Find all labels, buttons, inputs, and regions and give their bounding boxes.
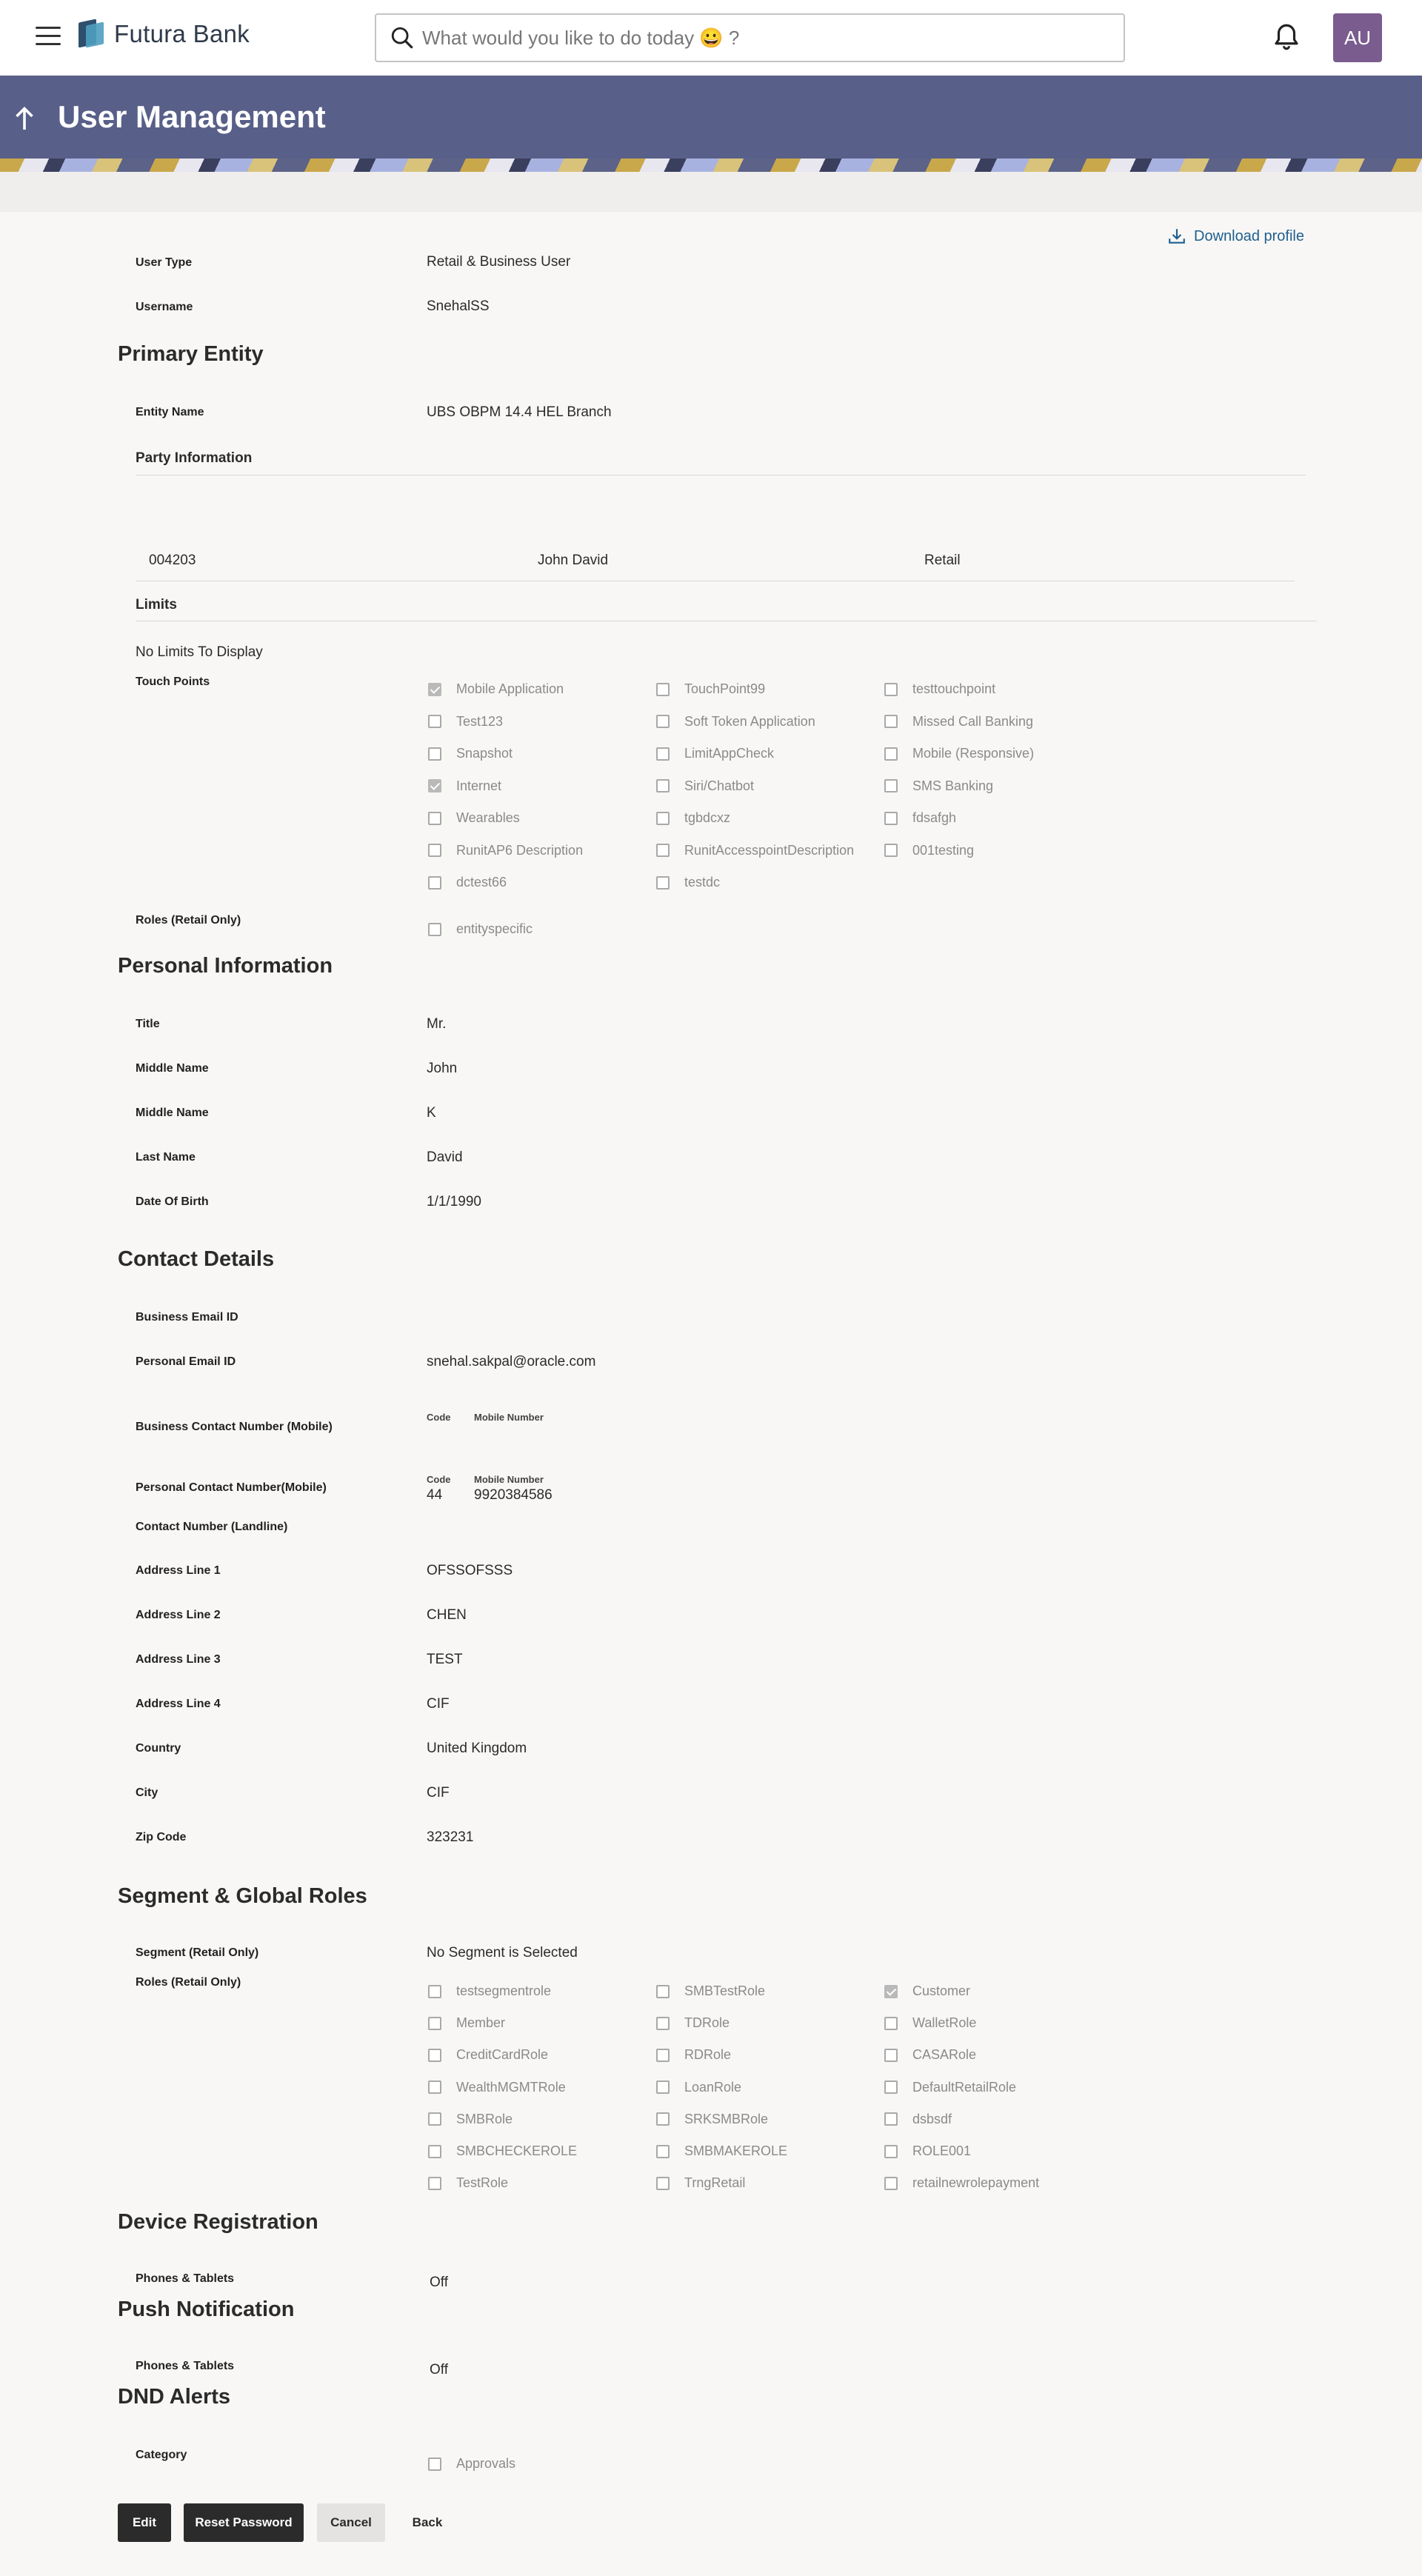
search-input[interactable] <box>422 27 1089 50</box>
checkbox-label: entityspecific <box>456 921 533 936</box>
push-notification-heading: Push Notification <box>118 2298 295 2321</box>
checkbox-option[interactable] <box>428 810 520 826</box>
checkbox-icon[interactable] <box>656 876 670 890</box>
checkbox-label: Snapshot <box>456 746 513 761</box>
checkbox-checked-icon[interactable] <box>428 779 441 793</box>
checkbox-label: Siri/Chatbot <box>684 778 755 793</box>
checkbox-checked-icon[interactable] <box>428 683 441 696</box>
personal-field-label: Title <box>136 1018 160 1030</box>
checkbox-label: Customer <box>912 1983 971 1998</box>
entity-name-value: UBS OBPM 14.4 HEL Branch <box>427 404 612 420</box>
primary-entity-heading: Primary Entity <box>118 342 264 366</box>
checkbox-icon[interactable] <box>656 2145 670 2158</box>
checkbox-option[interactable] <box>884 2143 971 2159</box>
checkbox-icon[interactable] <box>884 2049 898 2062</box>
business-code-label: Code <box>427 1412 451 1423</box>
checkbox-icon[interactable] <box>656 683 670 696</box>
decorative-strip <box>0 159 1422 172</box>
segment-value: No Segment is Selected <box>427 1945 578 1961</box>
checkbox-option[interactable] <box>884 2112 952 2127</box>
checkbox-icon[interactable] <box>884 2145 898 2158</box>
address-field-value: TEST <box>427 1652 463 1667</box>
personal-mobile-number-label: Mobile Number <box>474 1474 544 1485</box>
back-arrow-icon[interactable] <box>13 105 36 132</box>
checkbox-label: SMBRole <box>456 2111 513 2126</box>
checkbox-icon[interactable] <box>884 2112 898 2126</box>
checkbox-label: Soft Token Application <box>684 713 815 729</box>
checkbox-icon[interactable] <box>656 1985 670 1998</box>
search-bar[interactable] <box>375 13 1125 62</box>
checkbox-label: testsegmentrole <box>456 1983 552 1998</box>
checkbox-label: dsbsdf <box>912 2111 952 2126</box>
business-mobile-label: Business Contact Number (Mobile) <box>136 1421 333 1433</box>
checkbox-icon[interactable] <box>884 747 898 761</box>
checkbox-label: TDRole <box>684 2015 730 2031</box>
checkbox-option[interactable] <box>428 843 583 858</box>
checkbox-icon[interactable] <box>884 683 898 696</box>
divider <box>136 475 1306 476</box>
checkbox-option[interactable] <box>884 714 1033 730</box>
checkbox-icon[interactable] <box>656 715 670 728</box>
checkbox-label: SMBCHECKEROLE <box>456 2143 578 2158</box>
checkbox-option[interactable] <box>428 921 533 937</box>
checkbox-icon[interactable] <box>884 2017 898 2030</box>
checkbox-option[interactable] <box>656 1983 765 1999</box>
checkbox-option[interactable] <box>656 2047 731 2063</box>
sub-header <box>0 172 1422 212</box>
address-field-value: OFSSOFSSS <box>427 1563 513 1578</box>
personal-field-value: David <box>427 1149 463 1165</box>
checkbox-label: SMS Banking <box>912 778 994 793</box>
personal-information-heading: Personal Information <box>118 954 333 978</box>
checkbox-label: RunitAccesspointDescription <box>684 842 855 858</box>
checkbox-option[interactable] <box>656 810 730 826</box>
personal-field-label: Date Of Birth <box>136 1195 209 1208</box>
checkbox-label: tgbdcxz <box>684 810 731 825</box>
checkbox-icon[interactable] <box>428 2081 441 2094</box>
checkbox-icon[interactable] <box>884 812 898 825</box>
checkbox-label: Approvals <box>456 2456 516 2471</box>
dnd-alerts-heading: DND Alerts <box>118 2385 231 2409</box>
checkbox-option[interactable] <box>656 2015 730 2031</box>
checkbox-icon[interactable] <box>656 747 670 761</box>
checkbox-label: Mobile Application <box>456 681 564 696</box>
address-field-value: United Kingdom <box>427 1741 527 1756</box>
personal-email-label: Personal Email ID <box>136 1355 236 1368</box>
checkbox-option[interactable] <box>884 2015 976 2031</box>
personal-code-label: Code <box>427 1474 451 1485</box>
landline-label: Contact Number (Landline) <box>136 1521 288 1533</box>
search-icon <box>390 25 415 50</box>
checkbox-option[interactable] <box>656 2080 741 2095</box>
personal-mobile-label: Personal Contact Number(Mobile) <box>136 1481 327 1494</box>
contact-details-heading: Contact Details <box>118 1247 275 1271</box>
checkbox-icon[interactable] <box>428 844 441 857</box>
checkbox-label: SMBMAKEROLE <box>684 2143 788 2158</box>
address-field-label: Country <box>136 1742 181 1755</box>
entity-name-label: Entity Name <box>136 406 204 418</box>
device-registration-label: Phones & Tablets <box>136 2272 235 2285</box>
checkbox-label: fdsafgh <box>912 810 957 825</box>
checkbox-label: Mobile (Responsive) <box>912 746 1035 761</box>
party-name: John David <box>538 553 609 568</box>
checkbox-option[interactable] <box>428 681 564 697</box>
checkbox-label: Wearables <box>456 810 520 825</box>
checkbox-label: Test123 <box>456 713 504 729</box>
personal-field-value: 1/1/1990 <box>427 1194 481 1209</box>
personal-email-value: snehal.sakpal@oracle.com <box>427 1354 596 1369</box>
brand-name: Futura Bank <box>114 20 250 47</box>
checkbox-option[interactable] <box>656 843 854 858</box>
checkbox-option[interactable] <box>428 2015 505 2031</box>
address-field-label: Address Line 1 <box>136 1564 221 1577</box>
bank-logo-icon <box>79 19 105 49</box>
personal-field-label: Middle Name <box>136 1107 209 1119</box>
address-field-label: Zip Code <box>136 1831 187 1843</box>
checkbox-option[interactable] <box>656 875 720 890</box>
segment-roles-heading: Segment & Global Roles <box>118 1884 367 1908</box>
checkbox-icon[interactable] <box>428 2177 441 2190</box>
checkbox-option[interactable] <box>428 746 513 761</box>
personal-field-value: K <box>427 1105 436 1121</box>
dnd-category-label: Category <box>136 2449 187 2461</box>
top-bar <box>0 0 1422 76</box>
address-field-value: CHEN <box>427 1607 467 1623</box>
business-mobile-number-label: Mobile Number <box>474 1412 544 1423</box>
username-label: Username <box>136 301 193 313</box>
push-notification-label: Phones & Tablets <box>136 2360 235 2372</box>
download-profile-label: Download profile <box>1194 227 1304 244</box>
checkbox-option[interactable] <box>656 714 815 730</box>
checkbox-checked-icon[interactable] <box>884 1985 898 1998</box>
checkbox-label: testtouchpoint <box>912 681 996 696</box>
checkbox-label: 001testing <box>912 842 975 858</box>
checkbox-option[interactable] <box>428 2047 548 2063</box>
checkbox-label: Member <box>456 2015 506 2031</box>
checkbox-icon[interactable] <box>656 2081 670 2094</box>
checkbox-label: RDRole <box>684 2047 732 2063</box>
checkbox-option[interactable] <box>884 778 993 794</box>
checkbox-icon[interactable] <box>656 2177 670 2190</box>
checkbox-option[interactable] <box>884 746 1034 761</box>
checkbox-label: Missed Call Banking <box>912 713 1034 729</box>
checkbox-label: dctest66 <box>456 875 507 890</box>
edit-button[interactable]: Edit <box>118 2503 171 2542</box>
push-notification-value: Off <box>430 2362 448 2378</box>
checkbox-label: retailnewrolepayment <box>912 2175 1040 2191</box>
checkbox-icon[interactable] <box>428 747 441 761</box>
limits-heading: Limits <box>136 597 177 613</box>
checkbox-option[interactable] <box>428 778 501 794</box>
address-field-label: Address Line 3 <box>136 1653 221 1666</box>
no-limits-text: No Limits To Display <box>136 644 263 660</box>
address-field-label: Address Line 4 <box>136 1698 221 1710</box>
checkbox-icon[interactable] <box>884 844 898 857</box>
checkbox-option[interactable] <box>884 1983 970 1999</box>
address-field-value: CIF <box>427 1696 450 1712</box>
download-icon <box>1167 227 1186 246</box>
checkbox-label: LoanRole <box>684 2079 742 2095</box>
checkbox-icon[interactable] <box>884 779 898 793</box>
checkbox-option[interactable] <box>656 2175 745 2191</box>
download-profile-link[interactable] <box>1167 227 1304 246</box>
touch-points-label: Touch Points <box>136 675 210 688</box>
checkbox-label: TrngRetail <box>684 2175 746 2191</box>
personal-field-value: Mr. <box>427 1016 447 1032</box>
checkbox-option[interactable] <box>428 875 507 890</box>
reset-password-button[interactable]: Reset Password <box>184 2503 304 2542</box>
party-type: Retail <box>924 553 961 568</box>
device-registration-heading: Device Registration <box>118 2210 318 2234</box>
checkbox-option[interactable] <box>656 2143 787 2159</box>
checkbox-label: Internet <box>456 778 502 793</box>
checkbox-icon[interactable] <box>428 1985 441 1998</box>
segment-label: Segment (Retail Only) <box>136 1946 259 1959</box>
checkbox-icon[interactable] <box>428 923 441 936</box>
checkbox-icon[interactable] <box>428 2112 441 2126</box>
brand-logo[interactable] <box>79 19 250 49</box>
checkbox-option[interactable] <box>656 681 765 697</box>
checkbox-option[interactable] <box>428 2112 513 2127</box>
cancel-button[interactable]: Cancel <box>317 2503 385 2542</box>
checkbox-icon[interactable] <box>656 2017 670 2030</box>
avatar[interactable]: AU <box>1333 13 1382 62</box>
checkbox-option[interactable] <box>884 810 956 826</box>
notification-bell-icon[interactable] <box>1271 21 1302 53</box>
checkbox-option[interactable] <box>428 2143 577 2159</box>
user-type-value: Retail & Business User <box>427 254 571 270</box>
checkbox-option[interactable] <box>884 2175 1039 2191</box>
back-button[interactable]: Back <box>400 2503 455 2542</box>
checkbox-icon[interactable] <box>656 779 670 793</box>
checkbox-icon[interactable] <box>884 2177 898 2190</box>
checkbox-label: WealthMGMTRole <box>456 2079 566 2095</box>
checkbox-label: SRKSMBRole <box>684 2111 769 2126</box>
checkbox-option[interactable] <box>884 2047 976 2063</box>
checkbox-icon[interactable] <box>656 844 670 857</box>
checkbox-option[interactable] <box>656 746 774 761</box>
party-id: 004203 <box>149 553 196 568</box>
checkbox-label: TouchPoint99 <box>684 681 766 696</box>
checkbox-icon[interactable] <box>656 2112 670 2126</box>
device-registration-value: Off <box>430 2275 448 2290</box>
checkbox-label: testdc <box>684 875 721 890</box>
checkbox-icon[interactable] <box>428 2145 441 2158</box>
entity-roles-label: Roles (Retail Only) <box>136 914 241 927</box>
page-title: User Management <box>58 99 326 134</box>
business-email-label: Business Email ID <box>136 1311 238 1324</box>
checkbox-icon[interactable] <box>884 2081 898 2094</box>
checkbox-option[interactable] <box>428 2080 566 2095</box>
checkbox-label: WalletRole <box>912 2015 977 2031</box>
page-banner <box>0 76 1422 172</box>
address-field-value: CIF <box>427 1785 450 1801</box>
checkbox-label: DefaultRetailRole <box>912 2079 1017 2095</box>
checkbox-icon[interactable] <box>428 812 441 825</box>
address-field-label: City <box>136 1786 158 1799</box>
checkbox-icon[interactable] <box>656 812 670 825</box>
checkbox-label: CreditCardRole <box>456 2047 549 2063</box>
checkbox-label: CASARole <box>912 2047 977 2063</box>
checkbox-option[interactable] <box>428 2175 508 2191</box>
user-type-label: User Type <box>136 256 193 269</box>
checkbox-label: RunitAP6 Description <box>456 842 584 858</box>
checkbox-option[interactable] <box>884 2080 1016 2095</box>
checkbox-icon[interactable] <box>428 2457 441 2471</box>
checkbox-option[interactable] <box>428 2456 515 2472</box>
checkbox-label: TestRole <box>456 2175 509 2191</box>
personal-code-value: 44 <box>427 1487 443 1503</box>
personal-field-label: Middle Name <box>136 1062 209 1075</box>
checkbox-label: ROLE001 <box>912 2143 972 2158</box>
checkbox-label: SMBTestRole <box>684 1983 766 1998</box>
party-information-heading: Party Information <box>136 450 253 466</box>
checkbox-option[interactable] <box>656 2112 768 2127</box>
checkbox-icon[interactable] <box>428 2017 441 2030</box>
address-field-value: 323231 <box>427 1829 474 1845</box>
checkbox-icon[interactable] <box>428 2049 441 2062</box>
address-field-label: Address Line 2 <box>136 1609 221 1621</box>
checkbox-option[interactable] <box>428 714 503 730</box>
segment-roles-label: Roles (Retail Only) <box>136 1976 241 1989</box>
checkbox-option[interactable] <box>884 843 974 858</box>
checkbox-icon[interactable] <box>884 715 898 728</box>
checkbox-option[interactable] <box>884 681 995 697</box>
checkbox-option[interactable] <box>428 1983 551 1999</box>
username-value: SnehalSS <box>427 298 490 314</box>
checkbox-label: LimitAppCheck <box>684 746 775 761</box>
checkbox-icon[interactable] <box>428 715 441 728</box>
checkbox-option[interactable] <box>656 778 754 794</box>
menu-icon[interactable] <box>36 27 61 46</box>
checkbox-icon[interactable] <box>428 876 441 890</box>
personal-mobile-value: 9920384586 <box>474 1487 553 1503</box>
checkbox-icon[interactable] <box>656 2049 670 2062</box>
personal-field-value: John <box>427 1061 458 1076</box>
personal-field-label: Last Name <box>136 1151 196 1164</box>
